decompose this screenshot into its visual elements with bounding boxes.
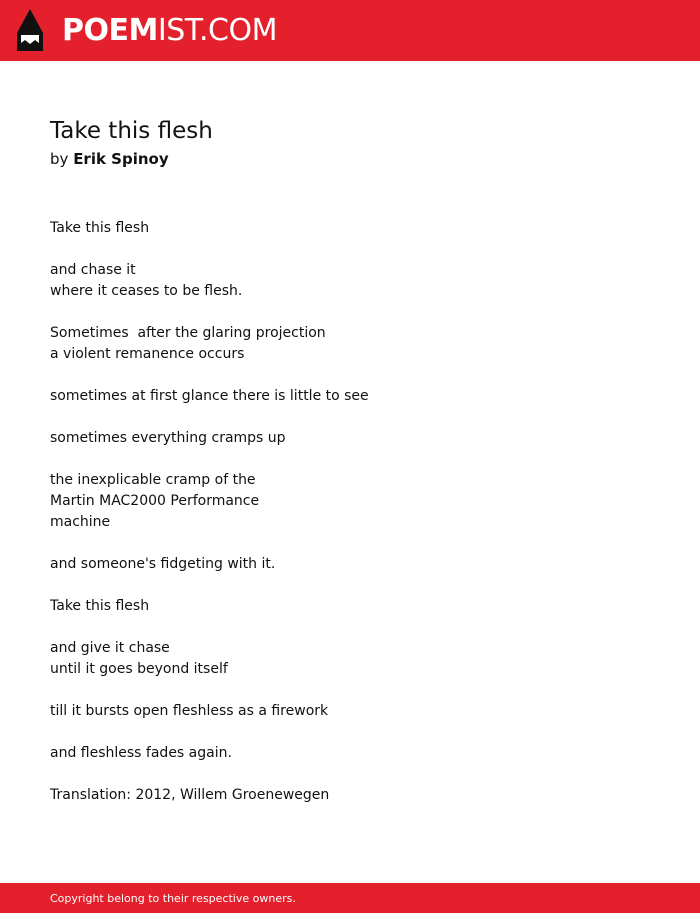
poem-line: machine [50, 514, 111, 530]
poem-line: and chase it [50, 262, 136, 278]
poem-line: sometimes everything cramps up [50, 430, 286, 446]
poem-byline [50, 148, 169, 170]
by-label: by [50, 150, 69, 168]
site-logo[interactable] [62, 11, 277, 51]
poem-title: Take this flesh [50, 118, 213, 144]
poem-line: sometimes at first glance there is little to see [50, 388, 369, 404]
poem-line: Take this flesh [50, 220, 150, 236]
poem-stanza [50, 785, 650, 806]
poem-stanza [50, 386, 650, 407]
poem-line: and fleshless fades again. [50, 745, 232, 761]
poem-body [50, 218, 650, 827]
site-footer [0, 883, 700, 913]
logo-text-bold: POEM [62, 13, 158, 48]
poem-stanza [50, 701, 650, 722]
poem-stanza [50, 743, 650, 764]
poem-stanza [50, 218, 650, 239]
copyright-text: Copyright belong to their respective owners. [50, 892, 296, 905]
poem-line: where it ceases to be flesh. [50, 283, 243, 299]
poem-stanza [50, 323, 650, 365]
poem-line: until it goes beyond itself [50, 661, 228, 677]
poem-line: and give it chase [50, 640, 170, 656]
poem-stanza [50, 596, 650, 617]
poem-stanza [50, 470, 650, 533]
poem-line: a violent remanence occurs [50, 346, 245, 362]
poem-line: till it bursts open fleshless as a firework [50, 703, 329, 719]
poem-line: Take this flesh [50, 598, 150, 614]
poem-stanza [50, 428, 650, 449]
poem-line: Martin MAC2000 Performance [50, 493, 260, 509]
poem-stanza [50, 638, 650, 680]
poem-line: Sometimes after the glaring projection [50, 325, 326, 341]
poem-line: the inexplicable cramp of the [50, 472, 256, 488]
poem-author: Erik Spinoy [73, 150, 169, 168]
pencil-icon[interactable] [17, 9, 43, 51]
poem-stanza [50, 260, 650, 302]
poem-stanza [50, 554, 650, 575]
poem-line: and someone's fidgeting with it. [50, 556, 276, 572]
site-header [0, 0, 700, 61]
poem-line: Translation: 2012, Willem Groenewegen [50, 787, 330, 803]
logo-text-light: IST.COM [157, 13, 277, 48]
